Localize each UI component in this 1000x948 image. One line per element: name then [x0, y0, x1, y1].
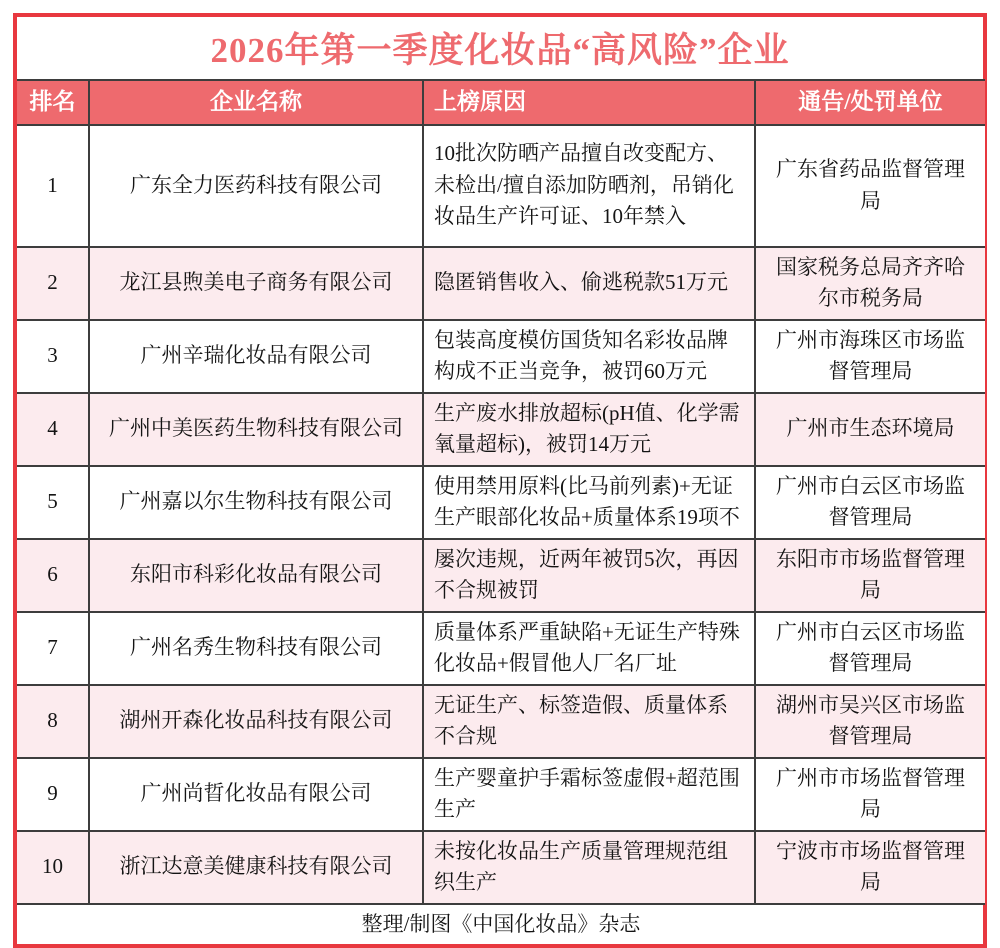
authority-cell: 广州市市场监督管理局: [755, 758, 985, 831]
risk-table: [17, 79, 985, 944]
reason-cell: 屡次违规，近两年被罚5次，再因不合规被罚: [423, 539, 755, 612]
table-row: [17, 125, 985, 247]
rank-cell: 1: [17, 125, 89, 247]
rank-cell: 6: [17, 539, 89, 612]
reason-cell: 无证生产、标签造假、质量体系不合规: [423, 685, 755, 758]
company-cell: 浙江达意美健康科技有限公司: [89, 831, 423, 904]
company-cell: 广东全力医药科技有限公司: [89, 125, 423, 247]
authority-cell: 湖州市吴兴区市场监督管理局: [755, 685, 985, 758]
reason-cell: 使用禁用原料(比马前列素)+无证生产眼部化妆品+质量体系19项不: [423, 466, 755, 539]
table-row: [17, 466, 985, 539]
table-footer: [17, 904, 985, 945]
table-row: [17, 685, 985, 758]
footer-row: [17, 904, 985, 945]
rank-cell: 10: [17, 831, 89, 904]
header-row: [17, 80, 985, 125]
table-header: [17, 80, 985, 125]
company-cell: 广州辛瑞化妆品有限公司: [89, 320, 423, 393]
table-row: [17, 247, 985, 320]
table-body: [17, 125, 985, 904]
reason-cell: 10批次防晒产品擅自改变配方、未检出/擅自添加防晒剂，吊销化妆品生产许可证、10年禁入: [423, 125, 755, 247]
poster-frame: [13, 13, 987, 948]
company-cell: 龙江县煦美电子商务有限公司: [89, 247, 423, 320]
authority-cell: 广州市白云区市场监督管理局: [755, 466, 985, 539]
header-rank: 排名: [17, 80, 89, 125]
header-penalty-authority: 通告/处罚单位: [755, 80, 985, 125]
company-cell: 广州尚晢化妆品有限公司: [89, 758, 423, 831]
reason-cell: 未按化妆品生产质量管理规范组织生产: [423, 831, 755, 904]
rank-cell: 2: [17, 247, 89, 320]
table-row: [17, 320, 985, 393]
authority-cell: 广东省药品监督管理局: [755, 125, 985, 247]
rank-cell: 4: [17, 393, 89, 466]
authority-cell: 广州市海珠区市场监督管理局: [755, 320, 985, 393]
authority-cell: 东阳市市场监督管理局: [755, 539, 985, 612]
table-row: [17, 758, 985, 831]
page-title: 2026年第一季度化妆品“高风险”企业: [210, 31, 790, 70]
company-cell: 广州嘉以尔生物科技有限公司: [89, 466, 423, 539]
rank-cell: 5: [17, 466, 89, 539]
company-cell: 广州中美医药生物科技有限公司: [89, 393, 423, 466]
rank-cell: 3: [17, 320, 89, 393]
reason-cell: 隐匿销售收入、偷逃税款51万元: [423, 247, 755, 320]
rank-cell: 8: [17, 685, 89, 758]
table-row: [17, 831, 985, 904]
authority-cell: 广州市白云区市场监督管理局: [755, 612, 985, 685]
company-cell: 湖州开森化妆品科技有限公司: [89, 685, 423, 758]
reason-cell: 生产废水排放超标(pH值、化学需氧量超标)，被罚14万元: [423, 393, 755, 466]
authority-cell: 广州市生态环境局: [755, 393, 985, 466]
table-row: [17, 393, 985, 466]
reason-cell: 质量体系严重缺陷+无证生产特殊化妆品+假冒他人厂名厂址: [423, 612, 755, 685]
table-row: [17, 539, 985, 612]
company-cell: 广州名秀生物科技有限公司: [89, 612, 423, 685]
rank-cell: 9: [17, 758, 89, 831]
rank-cell: 7: [17, 612, 89, 685]
table-row: [17, 612, 985, 685]
credit-line: 整理/制图《中国化妆品》杂志: [17, 904, 985, 945]
reason-cell: 包装高度模仿国货知名彩妆品牌构成不正当竞争，被罚60万元: [423, 320, 755, 393]
company-cell: 东阳市科彩化妆品有限公司: [89, 539, 423, 612]
header-listing-reason: 上榜原因: [423, 80, 755, 125]
authority-cell: 宁波市市场监督管理局: [755, 831, 985, 904]
reason-cell: 生产婴童护手霜标签虚假+超范围生产: [423, 758, 755, 831]
authority-cell: 国家税务总局齐齐哈尔市税务局: [755, 247, 985, 320]
header-company-name: 企业名称: [89, 80, 423, 125]
